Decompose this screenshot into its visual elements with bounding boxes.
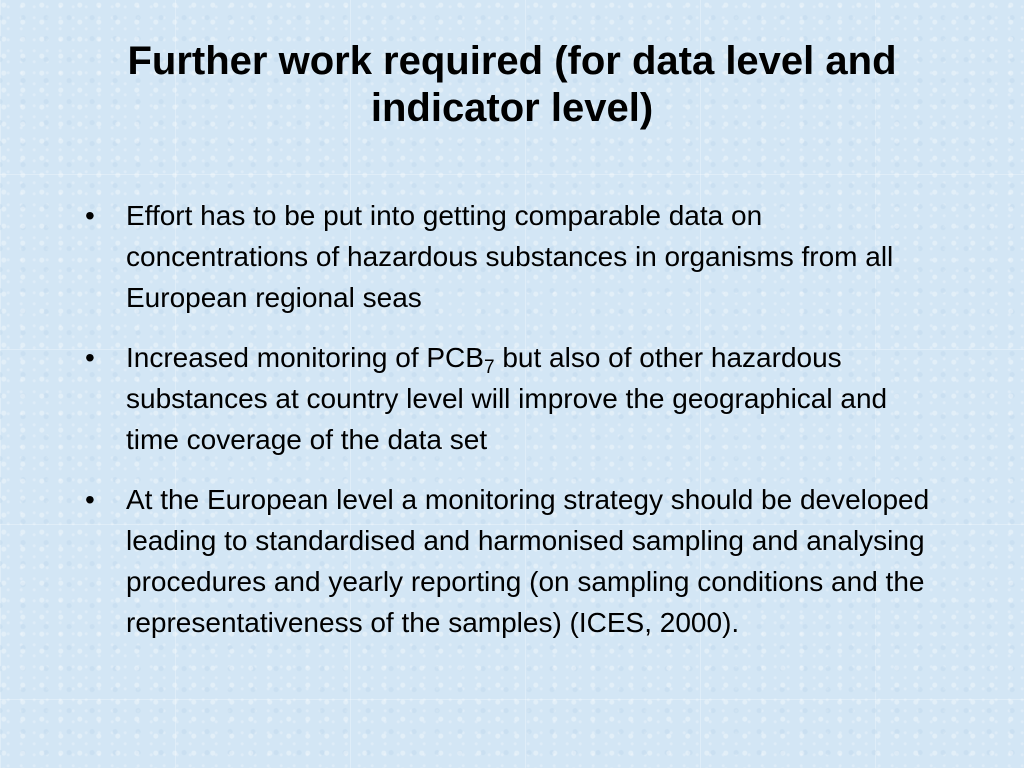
- pcb-subscript: 7: [483, 357, 495, 378]
- bullet-marker: •: [85, 484, 95, 515]
- bullet-list: [85, 195, 935, 662]
- bullet-text-after-subscript: but also of other hazardous substances at country level will improve the geographical and time coverage of the data set: [126, 342, 888, 455]
- bullet-item-increased-monitoring: [85, 337, 935, 460]
- bullet-text: At the European level a monitoring strategy should be developed leading to standardised and harmonised sampling and analysing procedures and yearly reporting (on sampling conditions and the representativeness of the samples) (ICES, 2000).: [126, 484, 930, 638]
- bullet-text-before-subscript: Increased monitoring of PCB: [126, 342, 484, 373]
- bullet-item-monitoring-strategy: [85, 479, 935, 643]
- bullet-marker: •: [85, 200, 95, 231]
- bullet-marker: •: [85, 342, 95, 373]
- bullet-item-comparable-data: [85, 195, 935, 318]
- bullet-text: Effort has to be put into getting comparable data on concentrations of hazardous substances in organisms from all European regional seas: [126, 200, 894, 313]
- slide-title: Further work required (for data level and indicator level): [127, 39, 897, 130]
